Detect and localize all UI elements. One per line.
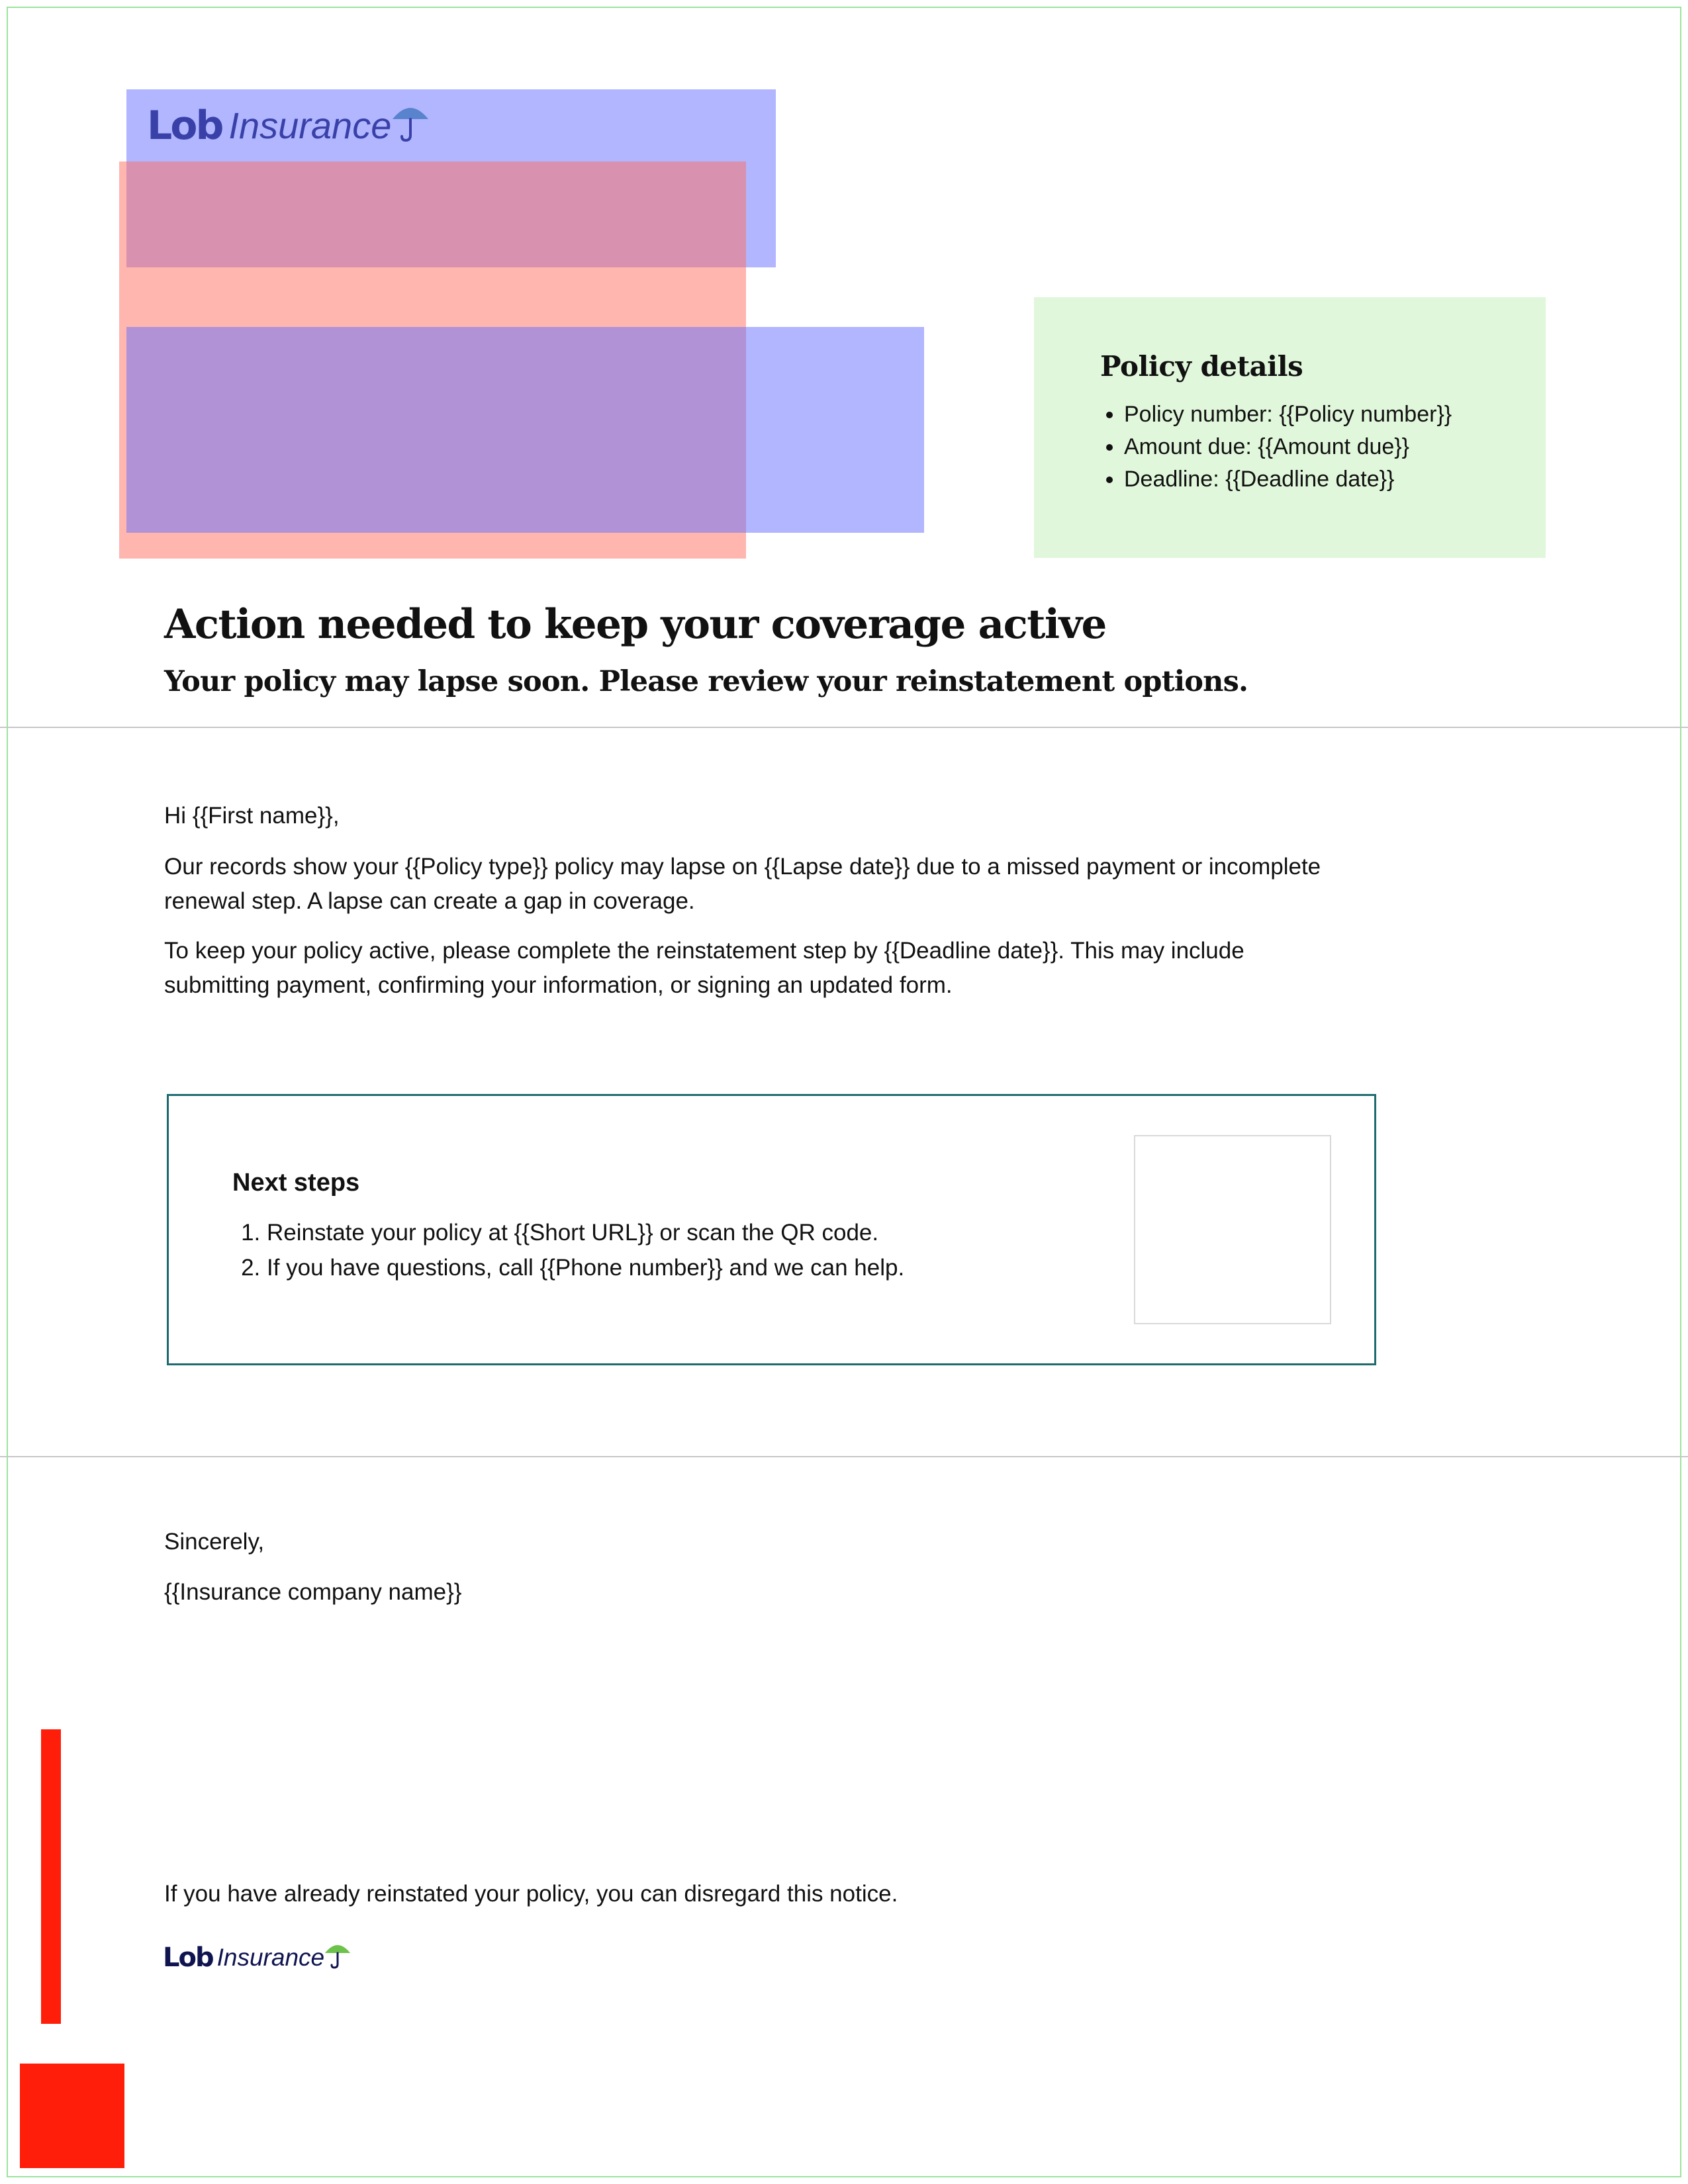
fold-line-bottom: [0, 1456, 1688, 1457]
next-steps-box: [167, 1094, 1376, 1365]
footer-logo-wordmark-rest: Insurance: [216, 1944, 325, 1971]
next-step-item-2: 2. If you have questions, call {{Phone number}} and we can help.: [267, 1250, 1194, 1285]
fold-line-top: [0, 727, 1688, 728]
umbrella-icon: [324, 1939, 351, 1970]
amount-due-item: • Amount due: {{Amount due}}: [1124, 431, 1546, 463]
signature: {{Insurance company name}}: [164, 1579, 462, 1605]
body-paragraph-2: To keep your policy active, please complete the reinstatement step by {{Deadline date}}. This may include submitting payment, confirming your information, or signing an updated form.: [164, 938, 1244, 998]
qr-code-placeholder: [1134, 1135, 1331, 1324]
print-mark-square: [20, 2064, 124, 2168]
sign-off: Sincerely,: [164, 1529, 265, 1555]
policy-details-list: [1100, 398, 1546, 496]
footer-logo-wordmark-bold: Lob: [163, 1942, 213, 1973]
footer-logo: [163, 1939, 351, 1976]
recipient-address-zone: [126, 327, 924, 533]
policy-details-title: Policy details: [1100, 350, 1303, 383]
policy-number-item: • Policy number: {{Policy number}}: [1124, 398, 1546, 431]
policy-details-box: [1034, 297, 1546, 558]
deadline-item: • Deadline: {{Deadline date}}: [1124, 463, 1546, 496]
next-step-item-1: 1. Reinstate your policy at {{Short URL}} or scan the QR code.: [267, 1215, 1194, 1250]
headline: Action needed to keep your coverage active: [164, 601, 1106, 648]
next-steps-title: Next steps: [232, 1169, 360, 1197]
print-mark-bar: [41, 1729, 61, 2024]
subheadline: Your policy may lapse soon. Please review your reinstatement options.: [164, 665, 1248, 698]
next-steps-list: [232, 1215, 1194, 1285]
greeting: Hi {{First name}},: [164, 803, 340, 829]
body-paragraph-1: Our records show your {{Policy type}} policy may lapse on {{Lapse date}} due to a missed payment or incomplete renewal step. A lapse can create a gap in coverage.: [164, 854, 1321, 914]
footer-disclaimer: If you have already reinstated your policy, you can disregard this notice.: [164, 1881, 898, 1907]
